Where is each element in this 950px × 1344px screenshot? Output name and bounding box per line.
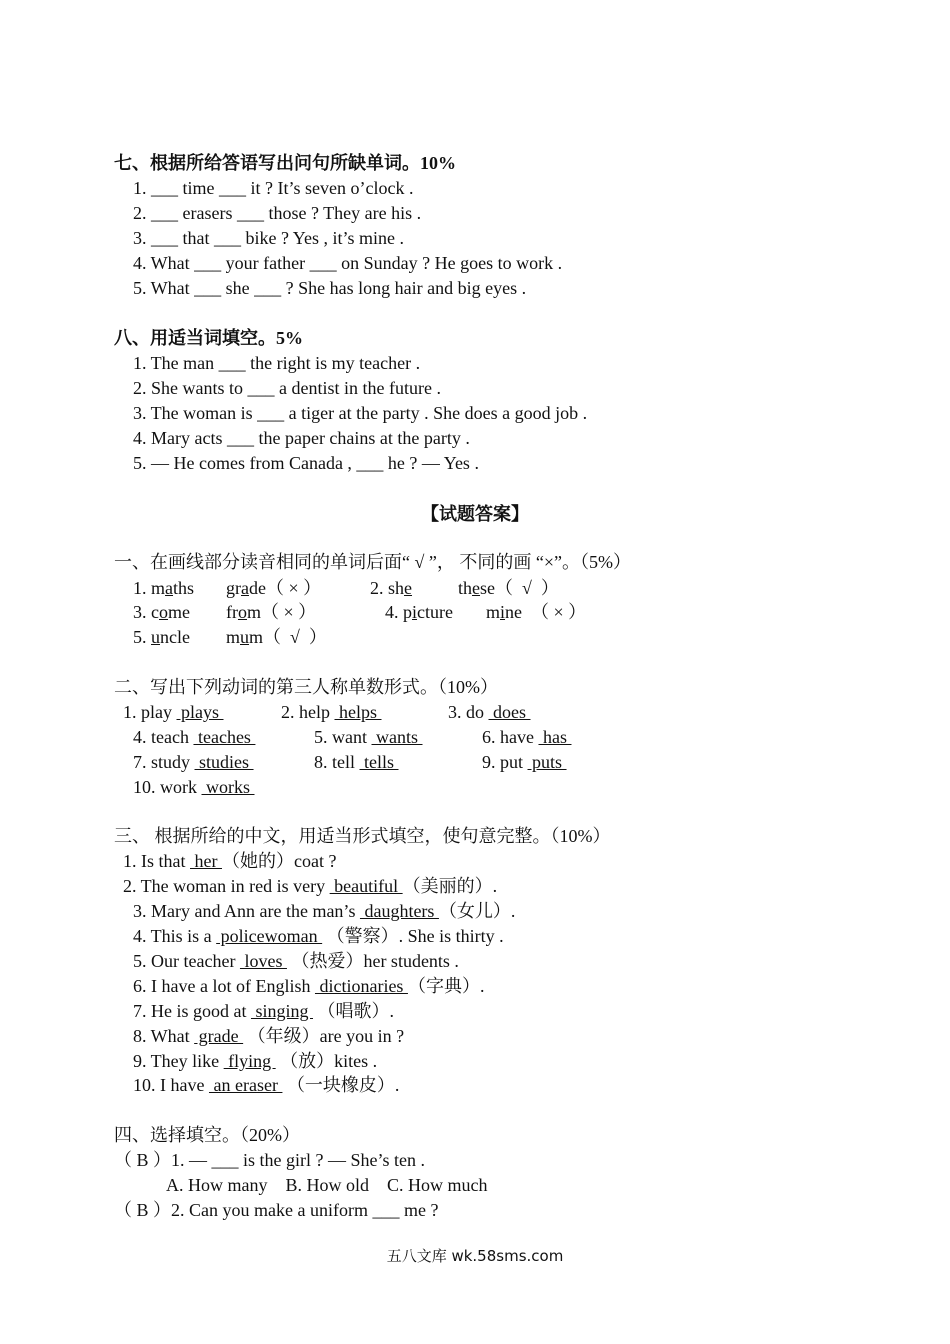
mc-question: （ B ）2. Can you make a uniform ___ me ? <box>114 1200 439 1220</box>
verb-answer: 7. study studies <box>133 752 254 772</box>
phonics-word: mine （ × ） <box>486 602 587 622</box>
answer-2-title: 二、写出下列动词的第三人称单数形式。（10%） <box>114 677 498 697</box>
verb-answer: 5. want wants <box>314 727 423 747</box>
footer-watermark: 五八文库 wk.58sms.com <box>386 1247 564 1265</box>
list-item: 3. Mary and Ann are the man’s daughters （女儿）. <box>133 901 516 921</box>
phonics-word: mum（ √ ） <box>226 627 327 647</box>
verb-answer: 8. tell tells <box>314 752 399 772</box>
phonics-word: 4. picture <box>385 602 453 622</box>
verb-answer: 10. work works <box>133 777 255 797</box>
verb-answer: 4. teach teaches <box>133 727 256 747</box>
section-8-title: 八、用适当词填空。5% <box>114 328 303 348</box>
verb-answer: 1. play plays <box>123 702 224 722</box>
list-item: 2. The woman in red is very beautiful （美丽的）. <box>123 876 498 896</box>
list-item: 4. This is a policewoman （警察）. She is thirty . <box>133 926 504 946</box>
list-item: 5. What ___ she ___ ? She has long hair and big eyes . <box>133 278 527 298</box>
section-7-title: 七、根据所给答语写出问句所缺单词。10% <box>114 153 456 173</box>
list-item: 5. Our teacher loves （热爱）her students . <box>133 951 459 971</box>
mc-options: A. How many B. How old C. How much <box>166 1175 488 1195</box>
list-item: 8. What grade （年级）are you in ? <box>133 1026 405 1046</box>
list-item: 1. The man ___ the right is my teacher . <box>133 353 421 373</box>
answers-title: 【试题答案】 <box>421 504 529 524</box>
list-item: 3. ___ that ___ bike ? Yes , it’s mine . <box>133 228 404 248</box>
phonics-word: these（ √ ） <box>458 578 559 598</box>
mc-question: （ B ）1. — ___ is the girl ? — She’s ten . <box>114 1150 425 1170</box>
answer-3-title: 三、 根据所给的中文，用适当形式填空，使句意完整。（10%） <box>114 826 611 846</box>
list-item: 7. He is good at singing （唱歌）. <box>133 1001 394 1021</box>
verb-answer: 3. do does <box>448 702 531 722</box>
list-item: 2. She wants to ___ a dentist in the future . <box>133 378 441 398</box>
list-item: 4. What ___ your father ___ on Sunday ? He goes to work . <box>133 253 563 273</box>
list-item: 6. I have a lot of English dictionaries （字典）. <box>133 976 485 996</box>
phonics-word: 5. uncle <box>133 627 190 647</box>
phonics-word: 3. come <box>133 602 190 622</box>
list-item: 5. — He comes from Canada , ___ he ? — Yes . <box>133 453 479 473</box>
verb-answer: 9. put puts <box>482 752 567 772</box>
phonics-word: from（ × ） <box>226 602 317 622</box>
list-item: 1. ___ time ___ it ? It’s seven o’clock . <box>133 178 414 198</box>
list-item: 3. The woman is ___ a tiger at the party . She does a good job . <box>133 403 588 423</box>
verb-answer: 6. have has <box>482 727 572 747</box>
verb-answer: 2. help helps <box>281 702 382 722</box>
list-item: 10. I have an eraser （一块橡皮）. <box>133 1075 400 1095</box>
list-item: 4. Mary acts ___ the paper chains at the party . <box>133 428 470 448</box>
answer-1-title: 一、在画线部分读音相同的单词后面“ √ ”， 不同的画 “×”。（5%） <box>114 552 631 572</box>
list-item: 2. ___ erasers ___ those ? They are his . <box>133 203 422 223</box>
phonics-word: grade（ × ） <box>226 578 322 598</box>
list-item: 1. Is that her （她的）coat ? <box>123 851 337 871</box>
phonics-word: 1. maths <box>133 578 195 598</box>
answer-4-title: 四、选择填空。（20%） <box>114 1125 300 1145</box>
list-item: 9. They like flying （放）kites . <box>133 1051 378 1071</box>
phonics-word: 2. she <box>370 578 413 598</box>
